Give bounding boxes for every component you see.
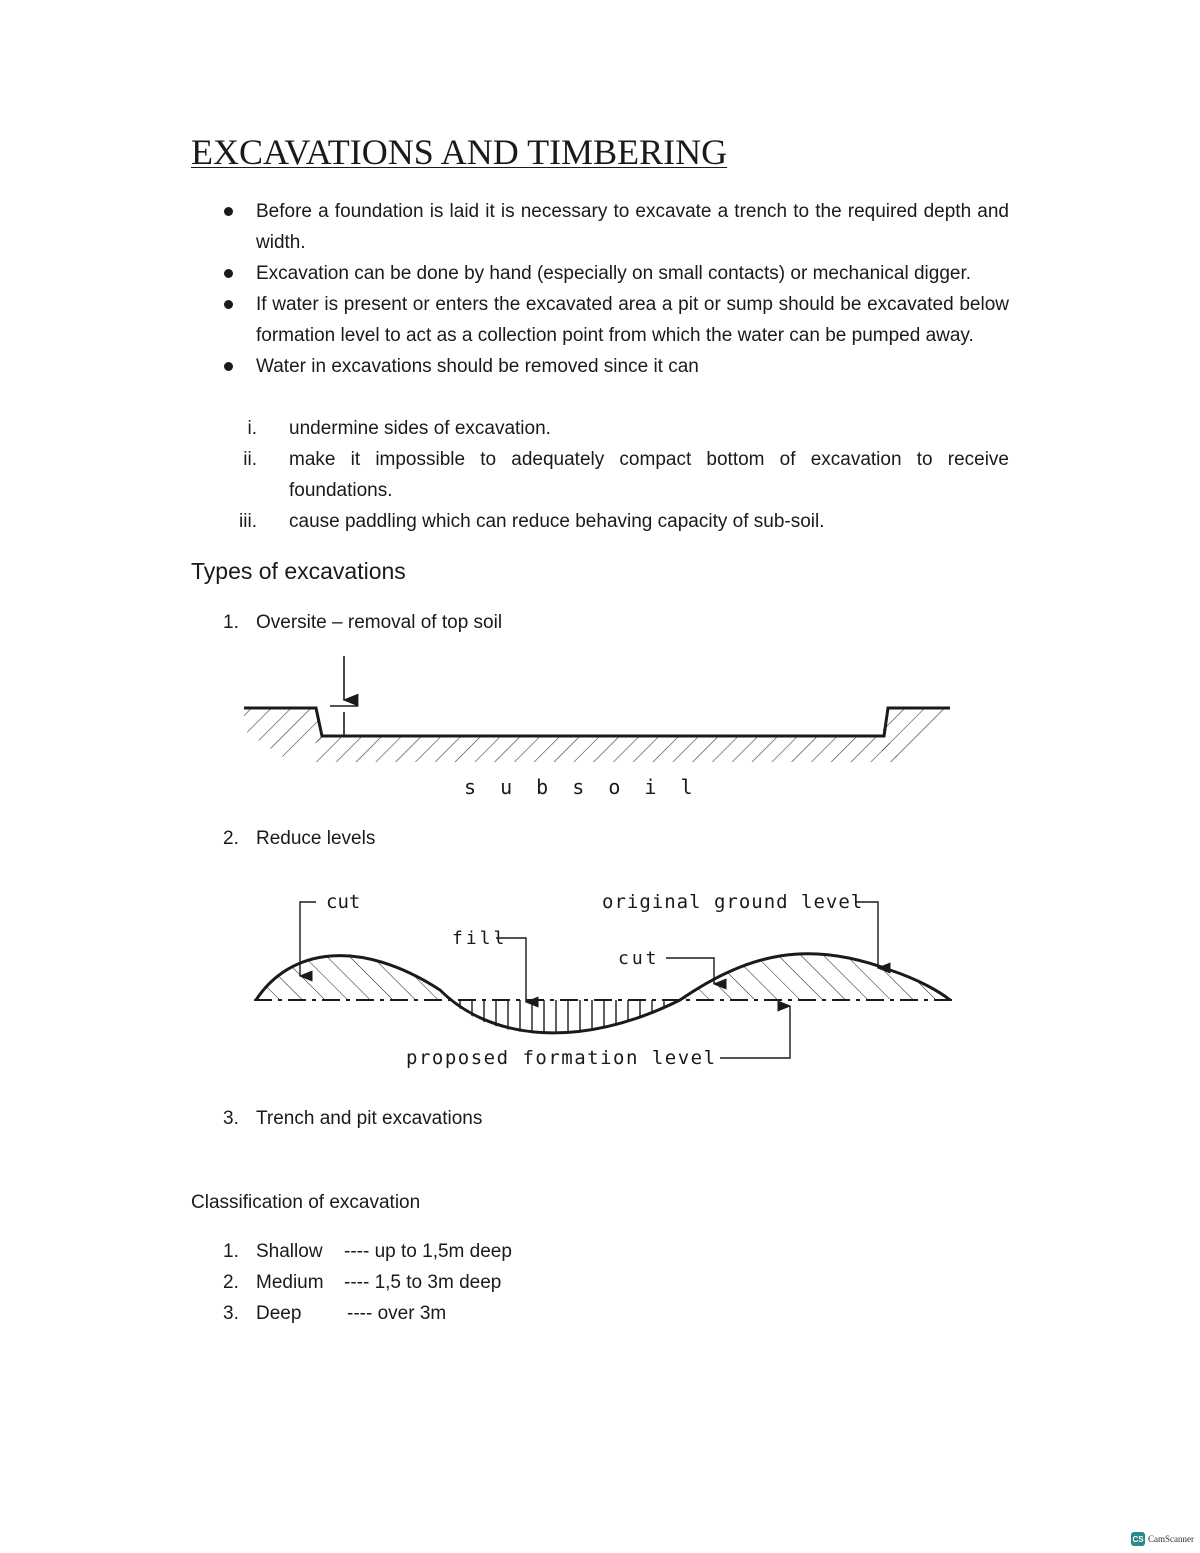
fill-area <box>450 1000 680 1034</box>
bullet-item <box>191 258 1009 289</box>
bullet-text: If water is present or enters the excavated area a pit or sump should be excavated below formation level to act as a collection point from which the water can be pumped away. <box>256 294 1009 346</box>
reason-number: i. <box>247 418 257 439</box>
topsoil-right-hatch <box>880 708 950 762</box>
bullet-dot-icon <box>224 207 233 216</box>
type-text: Reduce levels <box>256 828 376 849</box>
topsoil-left-hatch <box>244 708 322 762</box>
oversite-diagram <box>230 650 970 810</box>
formation-level-leader <box>720 1006 790 1058</box>
classification-name: Shallow <box>256 1241 323 1262</box>
intro-bullet-list <box>191 196 1009 382</box>
reason-text: cause paddling which can reduce behaving capacity of sub-soil. <box>289 511 825 532</box>
bullet-dot-icon <box>224 362 233 371</box>
reason-item <box>191 444 1009 506</box>
reason-text: make it impossible to adequately compact bottom of excavation to receive foundations. <box>289 449 1009 501</box>
reason-number: ii. <box>243 449 257 470</box>
original-ground-level-label: original ground level <box>602 891 864 913</box>
types-heading: Types of excavations <box>191 558 406 584</box>
bullet-dot-icon <box>224 269 233 278</box>
reduce-levels-diagram <box>250 880 960 1080</box>
type-text: Trench and pit excavations <box>256 1108 483 1129</box>
classification-item <box>223 1298 512 1329</box>
type-number: 2. <box>223 828 239 849</box>
camscanner-logo-icon: CS <box>1131 1532 1145 1546</box>
bullet-item <box>191 289 1009 351</box>
reason-item <box>191 413 1009 444</box>
proposed-formation-level-label: proposed formation level <box>406 1047 717 1069</box>
type-item-oversite <box>223 607 502 638</box>
classification-desc: ---- up to 1,5m deep <box>344 1241 512 1262</box>
subsoil-hatch <box>310 736 900 762</box>
bullet-text: Excavation can be done by hand (especially on small contacts) or mechanical digger. <box>256 263 972 284</box>
camscanner-watermark <box>1131 1532 1194 1546</box>
reason-item <box>191 506 1009 537</box>
cut-right-label: cut <box>618 948 660 969</box>
bullet-item <box>191 196 1009 258</box>
subsoil-label: s u b s o i l <box>464 775 699 799</box>
reasons-list <box>191 413 1009 537</box>
type-number: 3. <box>223 1108 239 1129</box>
bullet-dot-icon <box>224 300 233 309</box>
classification-list <box>223 1236 512 1329</box>
classification-number: 3. <box>223 1303 239 1324</box>
classification-number: 2. <box>223 1272 239 1293</box>
classification-desc: ---- over 3m <box>347 1303 447 1324</box>
classification-name: Medium <box>256 1272 324 1293</box>
excavation-profile-line <box>244 708 950 736</box>
type-text: Oversite – removal of top soil <box>256 612 503 633</box>
classification-heading: Classification of excavation <box>191 1192 421 1213</box>
fill-label: fill <box>452 928 508 949</box>
reason-text: undermine sides of excavation. <box>289 418 551 439</box>
type-item-reduce-levels <box>223 823 375 854</box>
type-item-trench-pit <box>223 1103 482 1134</box>
bullet-item <box>191 351 1009 382</box>
bullet-text: Before a foundation is laid it is necessary to excavate a trench to the required depth and width. <box>256 201 1009 253</box>
classification-desc: ---- 1,5 to 3m deep <box>344 1272 502 1293</box>
cut-left-label: cut <box>326 891 361 913</box>
camscanner-text: CamScanner <box>1148 1534 1194 1544</box>
type-number: 1. <box>223 612 239 633</box>
page-title: EXCAVATIONS AND TIMBERING <box>191 132 728 172</box>
reason-number: iii. <box>239 511 257 532</box>
classification-name: Deep <box>256 1303 302 1324</box>
classification-item <box>223 1267 512 1298</box>
bullet-text: Water in excavations should be removed since it can <box>256 356 699 377</box>
cut-right-leader <box>666 958 714 984</box>
classification-number: 1. <box>223 1241 239 1262</box>
classification-item <box>223 1236 512 1267</box>
